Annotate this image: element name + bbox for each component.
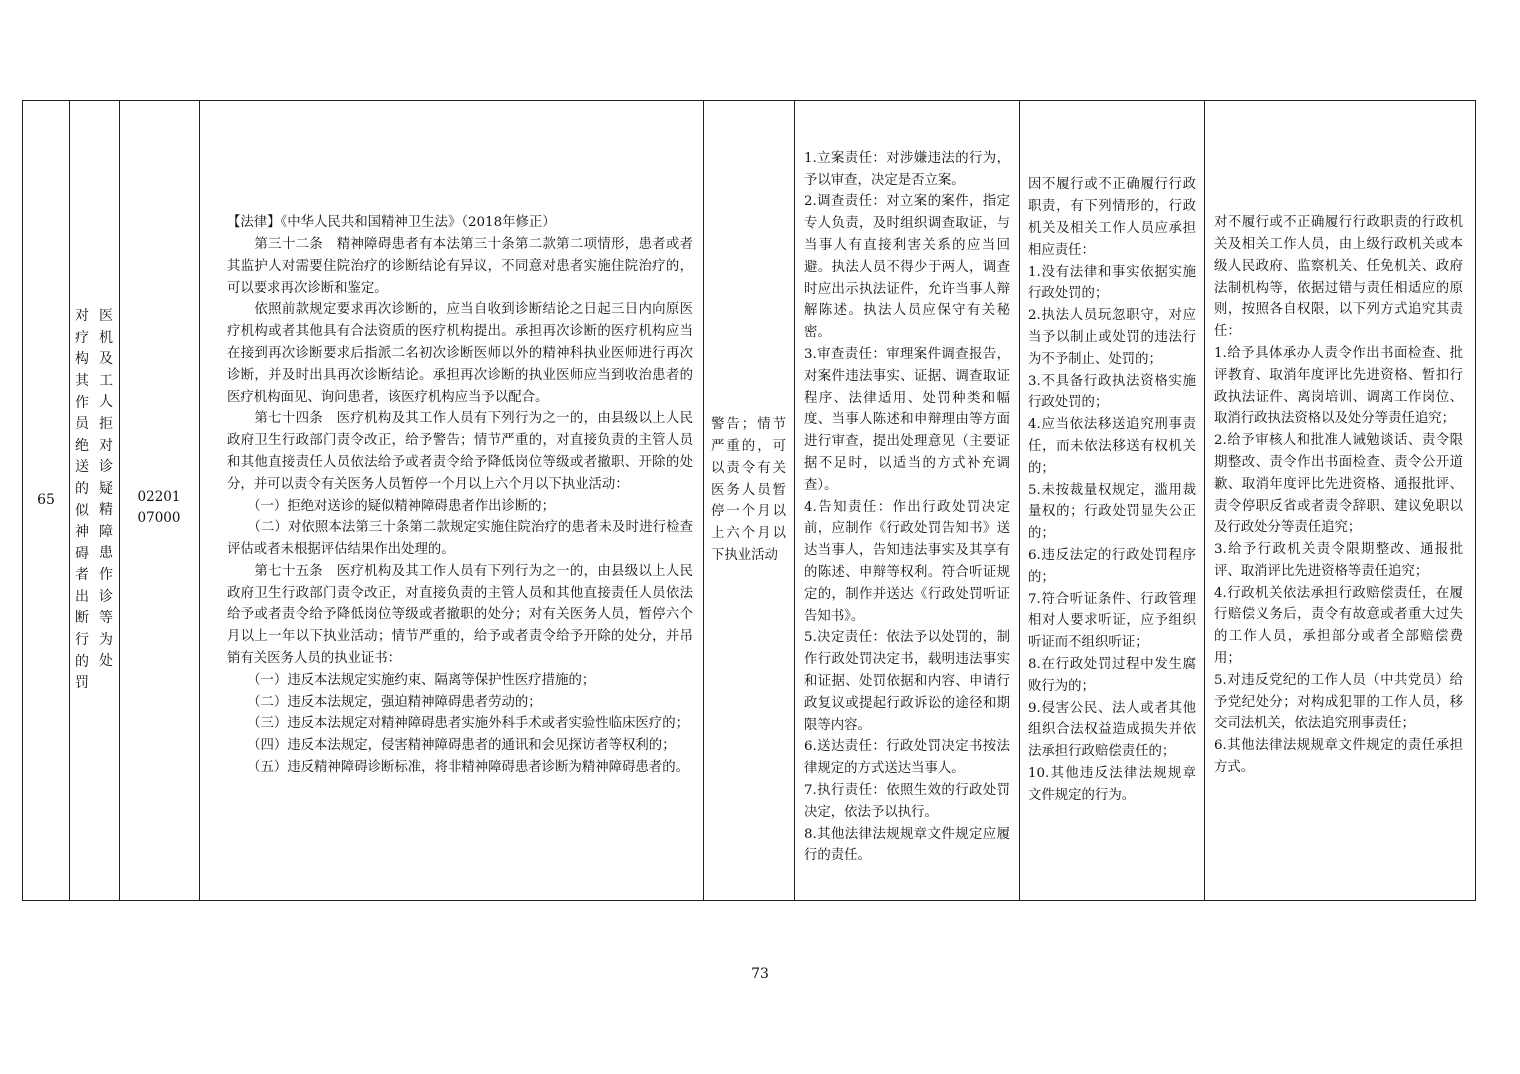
item-name-char: 疗 xyxy=(75,329,89,346)
legal-basis-text: 【法律】《中华人民共和国精神卫生法》（2018年修正） 第三十二条 精神障碍患者有本法第三十条第二款第二项情形，患者或者其监护人对需要住院治疗的诊断结论有异议，不同意对患者实施住院治疗的，可以要求再次诊断和鉴定。 依照前款规定要求再次诊断的，应当自收到诊断结论之日起三日内向原医疗机构或者其他具有合法资质的医疗机构提出。承担再次诊断的医疗机构应当在接到再次诊断要求后指派二名初次诊断医师以外的精神科执业医师进行再次诊断，并及时出具再次诊断结论。承担再次诊断的执业医师应当到收治患者的医疗机构面见、询问患者，该医疗机构应当予以配合。 第七十四条 医疗机构及其工作人员有下列行为之一的，由县级以上人民政府卫生行政部门责令改正，给予警告；情节严重的，对直接负责的主管人员和其他直接责任人员依法给予或者责令给予降低岗位等级或者撤职、开除的处分，并可以责令有关医务人员暂停一个月以上六个月以下执业活动： （一）拒绝对送诊的疑似精神障碍患者作出诊断的； （二）对依照本法第三十条第二款规定实施住院治疗的患者未及时进行检查评估或者未根据评估结果作出处理的。 第七十五条 医疗机构及其工作人员有下列行为之一的，由县级以上人民政府卫生行政部门责令改正，对直接负责的主管人员和其他直接责任人员依法给予或者责令给予降低岗位等级或者撤职的处分；对有关医务人员，暂停六个月以上一年以下执业活动；情节严重的，给予或者责令给予开除的处分，并吊销有关医务人员的执业证书： （一）违反本法规定实施约束、隔离等保护性医疗措施的； （二）违反本法规定，强迫精神障碍患者劳动的； （三）违反本法规定对精神障碍患者实施外科手术或者实验性临床医疗的； （四）违反本法规定，侵害精神障碍患者的通讯和会见探访者等权利的； （五）违反精神障碍诊断标准，将非精神障碍患者诊断为精神障碍患者的。 xyxy=(227,215,693,776)
item-name-left-column xyxy=(75,306,89,695)
item-name-char: 出 xyxy=(75,588,89,605)
item-name-char: 等 xyxy=(99,610,113,627)
item-name-char: 诊 xyxy=(99,588,113,605)
item-name-char: 构 xyxy=(75,351,89,368)
item-name-char: 碍 xyxy=(75,545,89,562)
item-name-char: 机 xyxy=(99,329,113,346)
enforcement-table xyxy=(22,100,1476,901)
item-name-char: 处 xyxy=(99,653,113,670)
item-name-char: 障 xyxy=(99,523,113,540)
item-name-char: 员 xyxy=(75,416,89,433)
item-name-char: 送 xyxy=(75,459,89,476)
item-name-char: 绝 xyxy=(75,437,89,454)
item-name-char: 者 xyxy=(75,567,89,584)
item-name-char: 其 xyxy=(75,372,89,389)
item-name-char: 作 xyxy=(75,394,89,411)
item-name-char: 诊 xyxy=(99,459,113,476)
item-name-char: 对 xyxy=(99,437,113,454)
page-number: 73 xyxy=(751,966,769,982)
item-name-char: 医 xyxy=(99,307,113,324)
item-name-char: 罚 xyxy=(75,675,89,692)
item-name-char: 断 xyxy=(75,610,89,627)
legal-basis-cell xyxy=(199,101,703,900)
item-code: 02201 07000 xyxy=(137,488,181,526)
item-name-char: 神 xyxy=(75,524,89,541)
accountability-cases-cell xyxy=(1019,101,1204,900)
item-name-char: 及 xyxy=(99,351,113,368)
item-name-char: 疑 xyxy=(99,480,113,497)
responsibility-text: 1.立案责任：对涉嫌违法的行为，予以审查，决定是否立案。 2.调查责任：对立案的案件，指定专人负责，及时组织调查取证，与当事人有直接利害关系的应当回避。执法人员不得少于两人，调查时应出示执法证件，允许当事人辩解陈述。执法人员应保守有关秘密。 3.审查责任：审理案件调查报告，对案件违法事实、证据、调查取证程序、法律适用、处罚种类和幅度、当事人陈述和申辩理由等方面进行审查，提出处理意见（主要证据不足时，以适当的方式补充调查）。 4.告知责任：作出行政处罚决定前，应制作《行政处罚告知书》送达当事人，告知违法事实及其享有的陈述、申辩等权利。符合听证规定的，制作并送达《行政处罚听证告知书》。 5.决定责任：依法予以处罚的，制作行政处罚决定书，载明违法事实和证据、处罚依据和内容、申请行政复议或提起行政诉讼的途径和期限等内容。 6.送达责任：行政处罚决定书按法律规定的方式送达当事人。 7.执行责任：依照生效的行政处罚决定，依法予以执行。 8.其他法律法规规章文件规定应履行的责任。 xyxy=(804,150,1010,864)
item-name-char: 患 xyxy=(99,545,113,562)
item-name-char: 人 xyxy=(99,394,113,411)
item-name-char: 似 xyxy=(75,502,89,519)
accountability-methods-text: 对不履行或不正确履行行政职责的行政机关及相关工作人员，由上级行政机关或本级人民政府、监察机关、任免机关、政府法制机构等，依据过错与责任相适应的原则，按照各自权限，以下列方式追究其责任： 1.给予具体承办人责令作出书面检查、批评教育、取消年度评比先进资格、暂扣行政执法证件、离岗培训、调离工作岗位、取消行政执法资格以及处分等责任追究； 2.给予审核人和批准人诫勉谈话、责令限期整改、责令作出书面检查、责令公开道歉、取消年度评比先进资格、通报批评、责令停职反省或者责令辞职、建议免职以及行政处分等责任追究； 3.给予行政机关责令限期整改、通报批评、取消评比先进资格等责任追究； 4.行政机关依法承担行政赔偿责任，在履行赔偿义务后，责令有故意或者重大过失的工作人员，承担部分或者全部赔偿费用； 5.对违反党纪的工作人员（中共党员）给予党纪处分；对构成犯罪的工作人员，移交司法机关，依法追究刑事责任； 6.其他法律法规规章文件规定的责任承担方式。 xyxy=(1214,215,1463,776)
item-name-char: 作 xyxy=(99,567,113,584)
responsibility-cell xyxy=(794,101,1019,900)
accountability-methods-cell xyxy=(1204,101,1477,900)
item-name-char: 的 xyxy=(75,653,89,670)
accountability-cases-text: 因不履行或不正确履行行政职责，有下列情形的，行政机关及相关工作人员应承担相应责任： 1.没有法律和事实依据实施行政处罚的； 2.执法人员玩忽职守，对应当予以制止或处罚的违法行为不予制止、处罚的； 3.不具备行政执法资格实施行政处罚的； 4.应当依法移送追究刑事责任，而未依法移送有权机关的； 5.未按裁量权规定，滥用裁量权的；行政处罚显失公正的； 6.违反法定的行政处罚程序的； 7.符合听证条件、行政管理相对人要求听证，应予组织听证而不组织听证； 8.在行政处罚过程中发生腐败行为的； 9.侵害公民、法人或者其他组织合法权益造成损失并依法承担行政赔偿责任的； 10.其他违反法律法规规章文件规定的行为。 xyxy=(1028,177,1196,803)
item-name-cell xyxy=(69,101,119,900)
item-name-char: 拒 xyxy=(99,415,113,432)
item-name-char: 工 xyxy=(99,372,113,389)
item-name-char: 的 xyxy=(75,480,89,497)
row-index-cell xyxy=(23,101,69,900)
discretion-cell xyxy=(703,101,794,900)
item-name-right-column xyxy=(99,306,113,673)
item-name-char: 为 xyxy=(99,631,113,648)
item-name-char: 精 xyxy=(99,502,113,519)
item-code-cell xyxy=(119,101,199,900)
discretion-text: 警告；情节严重的，可以责令有关医务人员暂停一个月以上六个月以下执业活动 xyxy=(711,417,786,563)
row-index: 65 xyxy=(37,491,55,508)
item-name-char: 对 xyxy=(75,308,89,325)
item-name-char: 行 xyxy=(75,632,89,649)
